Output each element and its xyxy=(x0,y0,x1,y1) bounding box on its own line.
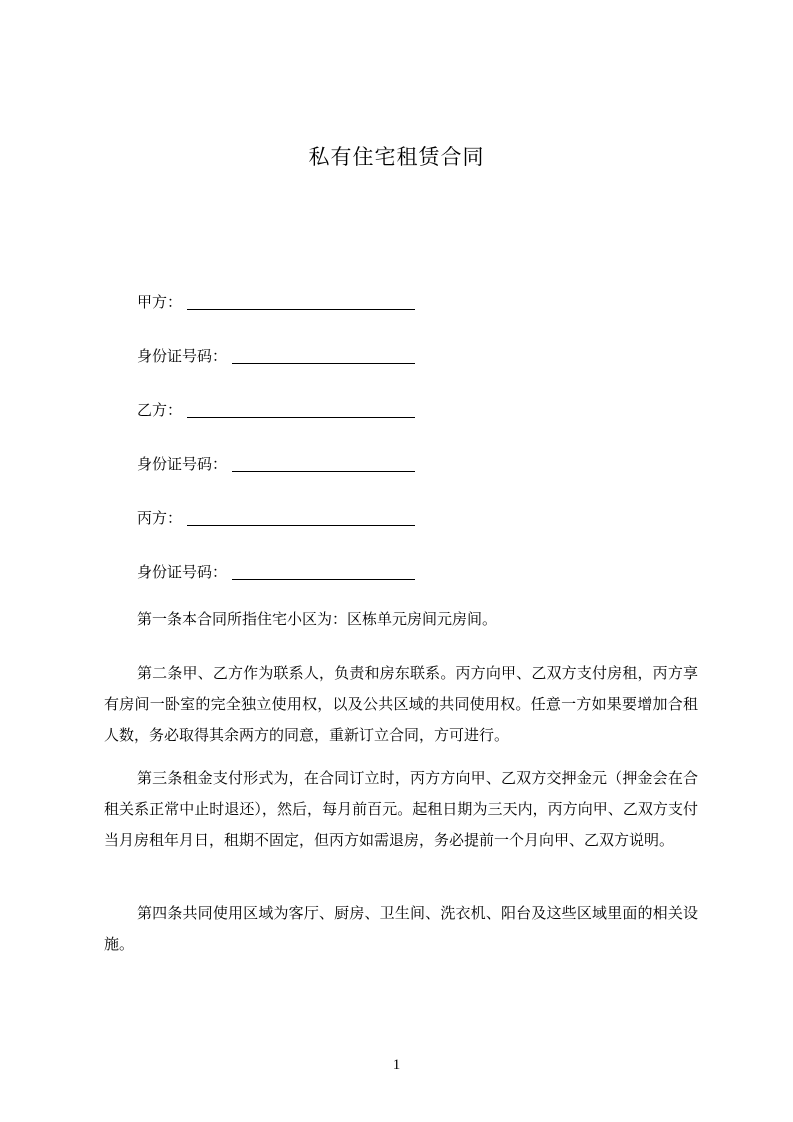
field-party-c-id xyxy=(137,560,227,584)
blank-line xyxy=(232,363,415,364)
clause-1: 第一条本合同所指住宅小区为：区栋单元房间元房间。 xyxy=(137,610,498,628)
field-label: 甲方： xyxy=(137,293,183,311)
field-party-b xyxy=(137,398,182,422)
clause-4: 第四条共同使用区域为客厅、厨房、卫生间、洗衣机、阳台及这些区域里面的相关设施。 xyxy=(104,904,698,953)
blank-line xyxy=(187,417,415,418)
clause-2: 第二条甲、乙方作为联系人，负责和房东联系。丙方向甲、乙双方支付房租，丙方享有房间一卧室的完全独立使用权，以及公共区域的共同使用权。任意一方如果要增加合租人数，务必取得其余两方的同意，重新订立合同，方可进行。 xyxy=(104,664,698,744)
field-party-c xyxy=(137,506,182,530)
field-label: 身份证号码： xyxy=(137,347,228,365)
blank-line xyxy=(187,525,415,526)
blank-line xyxy=(232,579,415,580)
document-title: 私有住宅租赁合同 xyxy=(308,145,485,169)
field-label: 乙方： xyxy=(137,401,183,419)
field-label: 丙方： xyxy=(137,509,183,527)
field-party-b-id xyxy=(137,452,227,476)
field-party-a xyxy=(137,290,182,314)
field-party-a-id xyxy=(137,344,227,368)
field-label: 身份证号码： xyxy=(137,455,228,473)
clause-3: 第三条租金支付形式为，在合同订立时，丙方方向甲、乙双方交押金元（押金会在合租关系正常中止时退还），然后，每月前百元。起租日期为三天内，丙方向甲、乙双方支付当月房租年月日，租期不固定，但丙方如需退房，务必提前一个月向甲、乙双方说明。 xyxy=(104,769,698,849)
blank-line xyxy=(187,309,415,310)
blank-line xyxy=(232,471,415,472)
page-number: 1 xyxy=(392,1057,401,1073)
field-label: 身份证号码： xyxy=(137,563,228,581)
